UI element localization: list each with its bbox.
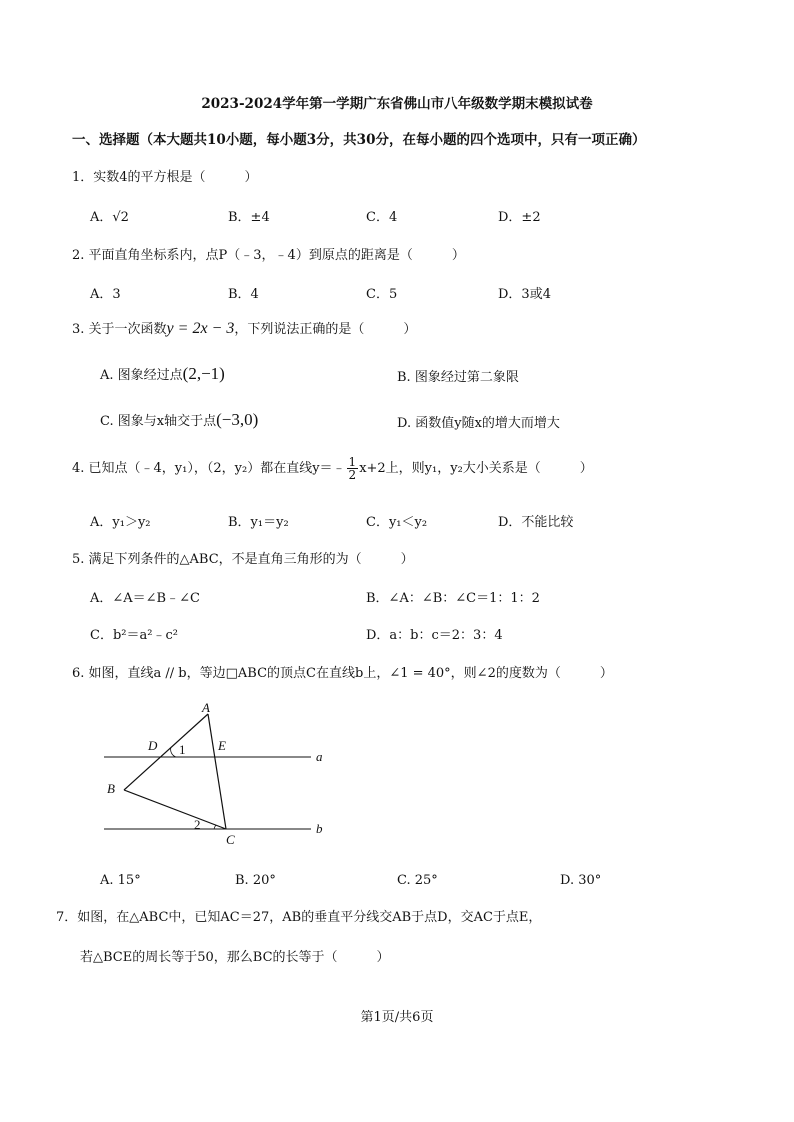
question-6-stem: 6. 如图，直线a // b，等边□ABC的顶点C在直线b上，∠1 = 40°，则∠2的度数为（ ） xyxy=(72,666,613,681)
page-title: 2023-2024学年第一学期广东省佛山市八年级数学期末模拟试卷 xyxy=(201,96,593,112)
question-3-option-a-text: A. 图象经过点 xyxy=(100,368,183,383)
question-3-option-a-point: (2,−1) xyxy=(182,364,225,383)
segment-ac xyxy=(208,714,226,829)
label-e: E xyxy=(218,738,226,753)
question-2-option-c: C．5 xyxy=(366,287,398,302)
question-4-stem-suffix: x+2上，则y₁，y₂大小关系是（ ） xyxy=(359,461,593,476)
fraction-denominator: 2 xyxy=(348,468,357,482)
page-footer: 第1页/共6页 xyxy=(360,1010,434,1025)
question-2-option-a: A．3 xyxy=(90,287,121,302)
section-heading: 一、选择题（本大题共10小题，每小题3分，共30分，在每小题的四个选项中，只有一项正确） xyxy=(72,132,646,148)
question-4-fraction xyxy=(347,456,359,481)
question-5-option-a: A．∠A＝∠B﹣∠C xyxy=(90,591,200,606)
question-3-stem xyxy=(72,318,416,338)
question-2-option-d: D．3或4 xyxy=(498,287,551,302)
question-3-option-c-text: C. 图象与x轴交于点 xyxy=(100,414,217,429)
angle-1-arc xyxy=(171,747,176,757)
question-5-option-b: B．∠A：∠B：∠C＝1：1：2 xyxy=(366,591,540,606)
question-7-line-1: 7．如图，在△ABC中，已知AC＝27，AB的垂直平分线交AB于点D，交AC于点E， xyxy=(56,910,542,925)
question-7-line-2: 若△BCE的周长等于50，那么BC的长等于（ ） xyxy=(80,950,390,965)
fraction-numerator: 1 xyxy=(348,455,357,469)
question-4-stem-prefix: 4. 已知点（﹣4，y₁），（2，y₂）都在直线y＝﹣ xyxy=(72,461,346,476)
question-6-option-d: D. 30° xyxy=(560,873,602,888)
question-6-option-b: B. 20° xyxy=(235,873,276,888)
label-angle-2: 2 xyxy=(194,817,201,832)
question-5-stem: 5. 满足下列条件的△ABC，不是直角三角形的为（ ） xyxy=(72,552,414,567)
question-4-option-a: A．y₁＞y₂ xyxy=(90,515,151,530)
label-line-b: b xyxy=(316,821,323,836)
question-3-stem-prefix: 3. 关于一次函数 xyxy=(72,322,167,337)
question-1-option-c: C．4 xyxy=(366,210,398,225)
question-2-stem: 2. 平面直角坐标系内，点P（﹣3，﹣4）到原点的距离是（ ） xyxy=(72,248,465,263)
question-3-option-b: B. 图象经过第二象限 xyxy=(397,370,519,385)
question-4-option-d: D．不能比较 xyxy=(498,515,574,530)
question-3-option-a xyxy=(100,364,225,384)
label-a: A xyxy=(202,700,210,715)
label-d: D xyxy=(148,738,158,753)
question-3-option-c-point: (−3,0) xyxy=(216,410,259,429)
question-3-stem-suffix: ，下列说法正确的是（ ） xyxy=(234,322,417,337)
question-4-option-b: B．y₁＝y₂ xyxy=(228,515,289,530)
segment-ab xyxy=(124,714,208,790)
question-4-stem xyxy=(72,456,593,481)
question-5-option-d: D．a：b：c＝2：3：4 xyxy=(366,628,503,643)
question-3-option-c xyxy=(100,410,258,430)
question-1-option-a: A．√2 xyxy=(90,210,129,225)
question-1-stem: 1．实数4的平方根是（ ） xyxy=(72,170,258,185)
label-line-a: a xyxy=(316,749,323,764)
question-2-option-b: B．4 xyxy=(228,287,259,302)
question-1-option-d: D．±2 xyxy=(498,210,541,225)
question-3-option-d: D. 函数值y随x的增大而增大 xyxy=(397,416,560,431)
label-angle-1: 1 xyxy=(179,742,186,757)
label-b: B xyxy=(107,781,115,796)
question-1-option-b: B．±4 xyxy=(228,210,270,225)
segment-bc xyxy=(124,790,226,829)
label-c: C xyxy=(226,832,235,847)
question-6-option-c: C. 25° xyxy=(397,873,438,888)
question-6-option-a: A. 15° xyxy=(100,873,141,888)
question-5-option-c: C．b²＝a²﹣c² xyxy=(90,628,178,643)
angle-2-arc xyxy=(214,825,216,829)
question-4-option-c: C．y₁＜y₂ xyxy=(366,515,428,530)
question-6-figure xyxy=(96,696,346,856)
question-3-function: y = 2x − 3 xyxy=(166,320,235,337)
